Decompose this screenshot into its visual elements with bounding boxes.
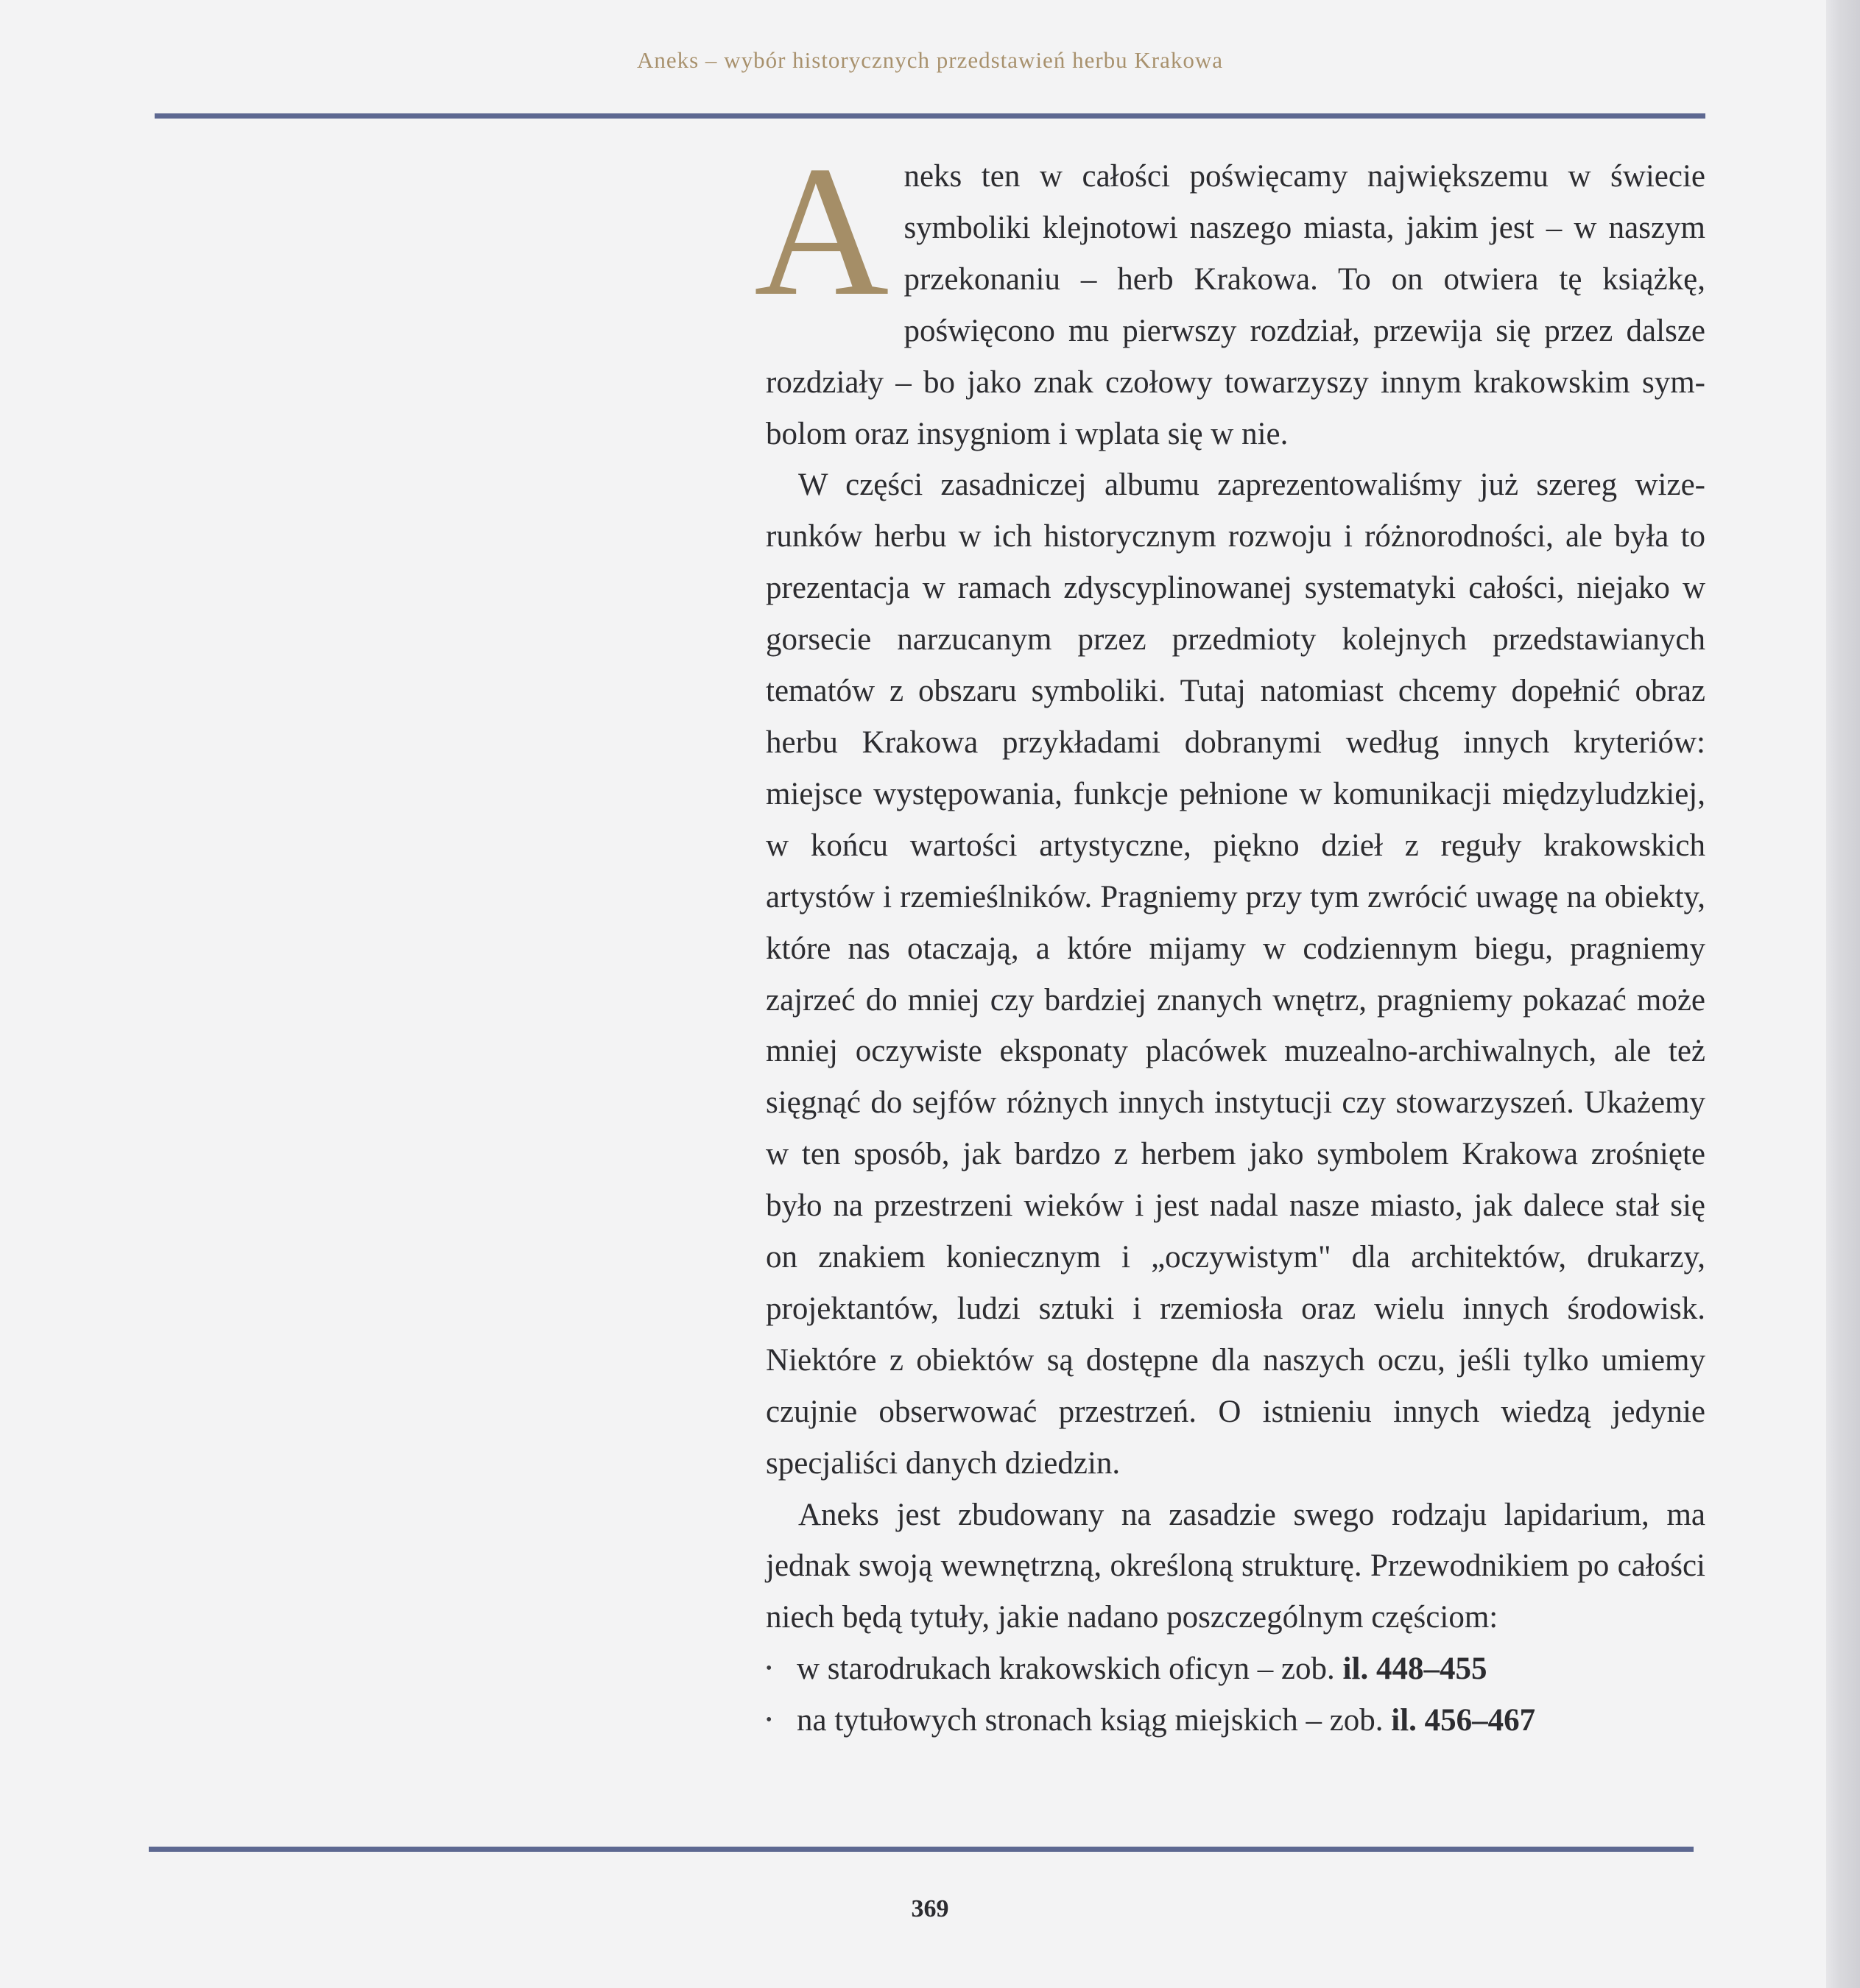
list-item bbox=[766, 1643, 1705, 1695]
bullet-mark: • bbox=[766, 1659, 772, 1679]
list-item-text: w starodrukach krakowskich oficyn – zob. bbox=[797, 1652, 1343, 1687]
paragraph-3: Aneks jest zbudowany na zasadzie swego rodzaju lapidarium, ma jednak swoją wewnętrzną, określoną strukturę. Przewodnikiem po całości niech będą tytuły, jakie nadano poszczególnym częściom: bbox=[766, 1497, 1705, 1635]
page-edge bbox=[1826, 0, 1860, 1988]
illustration-ref: il. 448–455 bbox=[1342, 1652, 1487, 1687]
paragraph-1-text: neks ten w całości poświęcamy największemu w świecie symboliki klejnotowi naszego miasta, jakim jest – w naszym przekonaniu – herb Krakowa. To on otwiera tę książkę, poświęcono mu pierwszy rozdział, przewija się przez dalsze rozdziały – bo jako znak czołowy towarzyszy innym krakowskim symbolom oraz insygniom i wplata się w nie. bbox=[766, 159, 1705, 451]
list-item bbox=[766, 1695, 1705, 1746]
running-head: Aneks – wybór historycznych przedstawień herbu Krakowa bbox=[636, 47, 1224, 73]
paragraph-1 bbox=[754, 127, 1705, 459]
top-rule bbox=[155, 113, 1705, 119]
list-item-text: na tytułowych stronach ksiąg miejskich – zob. bbox=[797, 1703, 1392, 1738]
drop-cap: A bbox=[754, 127, 890, 334]
illustration-ref: il. 456–467 bbox=[1391, 1703, 1536, 1738]
page-number: 369 bbox=[911, 1895, 949, 1922]
paragraph-2: W części zasadniczej albumu zaprezentowaliśmy już szereg wizerunków herbu w ich historycznym rozwoju i różnorodności, ale była to prezentacja w ramach zdyscyplinowanej systematyki całości, niejako w gorsecie narzucanym przez przedmioty kolejnych przedstawianych tematów z obszaru symboliki. Tutaj natomiast chcemy dopełnić obraz herbu Krakowa przykładami dobranymi według innych kryteriów: miejsce występowania, funkcje pełnione w komunikacji międzyludzkiej, w końcu wartości artystyczne, piękno dzieł z reguły krakowskich artystów i rzemieślników. Pragniemy przy tym zwrócić uwagę na obiekty, które nas otaczają, a które mijamy w codziennym biegu, pragniemy zajrzeć do mniej czy bardziej znanych wnętrz, pragniemy pokazać może mniej oczywiste eksponaty placówek muzealno-archiwalnych, ale też sięgnąć do sejfów różnych innych instytucji czy stowarzyszeń. Ukażemy w ten sposób, jak bardzo z herbem jako symbolem Krakowa zrośnięte było na przestrzeni wieków i jest nadal nasze miasto, jak dalece stał się on znakiem koniecznym i „oczywistym" dla architektów, drukarzy, projektantów, ludzi sztuki i rzemiosła oraz wielu innych środowisk. Niektóre z obiektów są dostępne dla naszych oczu, jeśli tylko umiemy czujnie obserwować przestrzeń. O istnieniu innych wiedzą jedynie specjaliści danych dziedzin. bbox=[766, 468, 1705, 1481]
parts-list bbox=[766, 1643, 1705, 1746]
bottom-rule bbox=[149, 1847, 1694, 1852]
bullet-mark: • bbox=[766, 1710, 772, 1730]
main-text bbox=[754, 127, 1705, 1746]
